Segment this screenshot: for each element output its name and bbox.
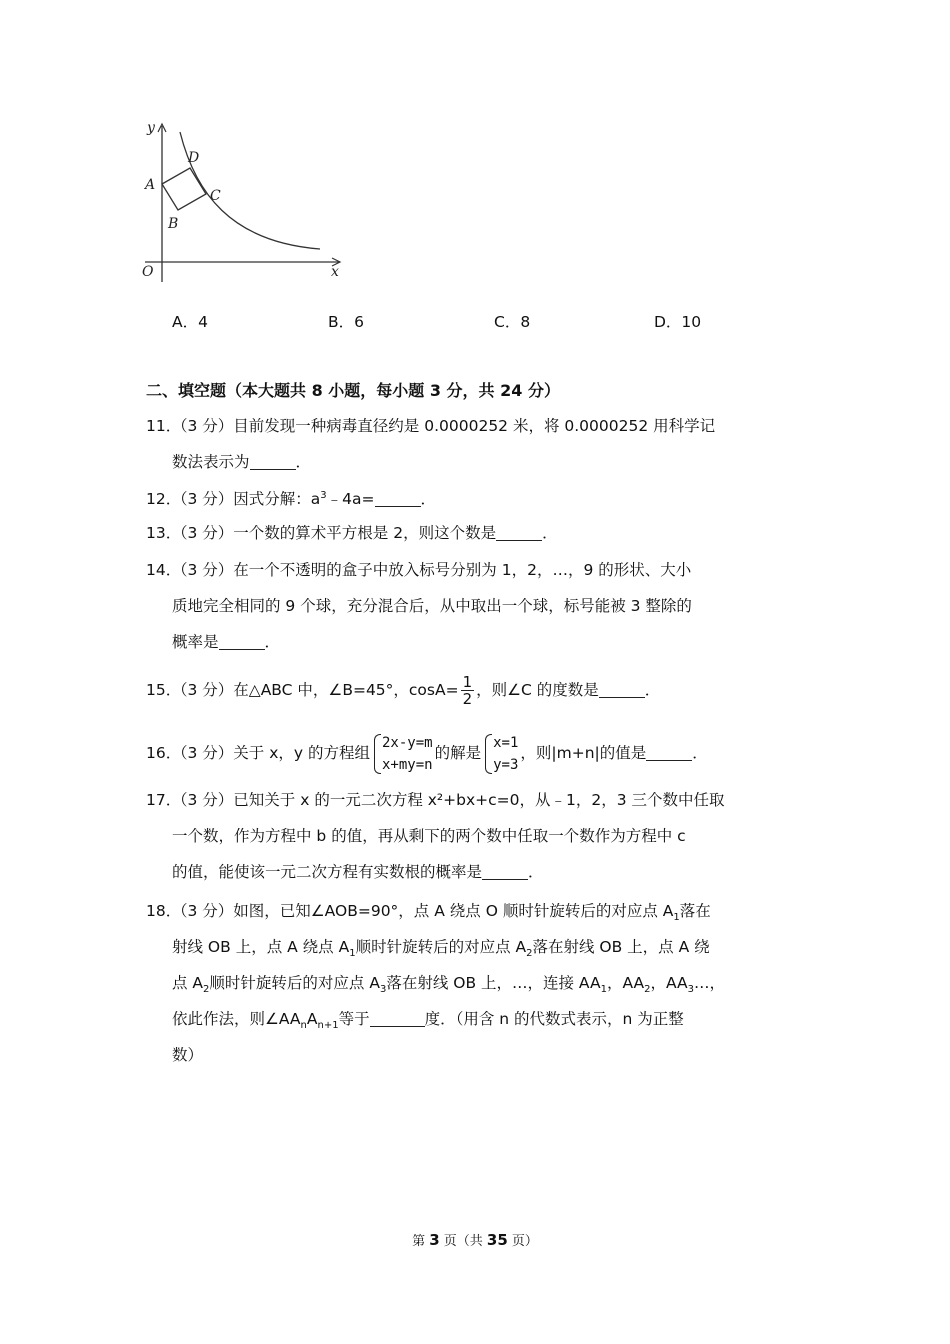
q18-line3-part: 顺时针旋转后的对应点 A — [209, 974, 380, 992]
q18-answer-blank[interactable] — [370, 1008, 425, 1027]
q15-fraction — [461, 674, 475, 707]
q16-solution-x: x=1 — [493, 734, 519, 751]
hyperbola-square-figure — [135, 112, 350, 290]
q16-equation-2: x+my=n — [382, 756, 433, 773]
q17-number: 17． — [146, 791, 182, 809]
question-11 — [146, 408, 810, 480]
q12-period: ． — [420, 490, 437, 508]
q11-answer-blank[interactable] — [250, 451, 296, 470]
q15-numerator: 1 — [462, 673, 473, 691]
q16-solution-system — [483, 732, 518, 776]
q18-sub: 3 — [687, 984, 694, 996]
q16-text-3: ，则|m+n|的值是 — [520, 744, 647, 762]
q11-number: 11． — [146, 417, 182, 435]
question-16 — [146, 726, 810, 780]
q18-line3-part: ，AA — [606, 974, 645, 992]
q17-line2: 一个数，作为方程中 b 的值，再从剩下的两个数中任取一个数作为方程中 c — [172, 827, 686, 845]
q11-line2: 数法表示为 — [172, 453, 250, 471]
label-b: B — [168, 216, 179, 232]
q13-answer-blank[interactable] — [496, 522, 542, 541]
q14-line2: 质地完全相同的 9 个球，充分混合后，从中取出一个球，标号能被 3 整除的 — [172, 597, 692, 615]
q18-sub: 2 — [526, 948, 533, 960]
q15-text: （3 分）在△ABC 中，∠B=45°，cosA= — [172, 681, 459, 699]
q15-text-2: ，则∠C 的度数是 — [476, 681, 599, 699]
q15-number: 15． — [146, 681, 182, 699]
footer-text-3: 页） — [507, 1234, 538, 1249]
q16-text-2: 的解是 — [434, 744, 482, 762]
q16-text: （3 分）关于 x，y 的方程组 — [172, 744, 370, 762]
label-o: O — [142, 264, 154, 280]
q18-line1: （3 分）如图，已知∠AOB=90°，点 A 绕点 O 顺时针旋转后的对应点 A — [172, 902, 674, 920]
q14-number: 14． — [146, 561, 182, 579]
q13-period: ． — [542, 524, 558, 542]
q18-line4-end: 度．（用含 n 的代数式表示，n 为正整 — [424, 1010, 684, 1028]
q14-period: ． — [264, 633, 281, 651]
q14-line1: （3 分）在一个不透明的盒子中放入标号分别为 1，2，…，9 的形状、大小 — [172, 561, 692, 579]
q18-sub: 1 — [673, 912, 680, 924]
q17-line1: （3 分）已知关于 x 的一元二次方程 x²+bx+c=0，从﹣1，2，3 三个数中任取 — [172, 791, 725, 809]
hyperbola-curve — [180, 132, 320, 249]
q18-sub: 1 — [600, 984, 607, 996]
q14-answer-blank[interactable] — [219, 631, 265, 650]
q18-line1-end: 落在 — [679, 902, 711, 920]
question-15 — [146, 665, 810, 715]
q18-number: 18． — [146, 902, 182, 920]
q11-line1: （3 分）目前发现一种病毒直径约是 0.0000252 米，将 0.0000252 用科学记 — [172, 417, 716, 435]
q18-line2-end: 落在射线 OB 上，点 A 绕 — [532, 938, 710, 956]
label-c: C — [210, 188, 221, 204]
question-18 — [146, 893, 810, 1073]
q12-exponent: 3 — [320, 489, 327, 501]
q13-text: （3 分）一个数的算术平方根是 2，则这个数是 — [172, 524, 497, 542]
page-footer — [0, 1230, 950, 1249]
label-a: A — [145, 177, 156, 193]
question-12 — [146, 481, 810, 517]
label-x: x — [331, 264, 339, 280]
choice-c: C．8 — [494, 313, 531, 331]
q15-period: ． — [644, 681, 661, 699]
q18-line2: 射线 OB 上，点 A 绕点 A — [172, 938, 350, 956]
label-d: D — [188, 150, 200, 166]
q18-line3-part: ，AA — [650, 974, 688, 992]
question-14 — [146, 552, 810, 660]
q18-line3-part: 落在射线 OB 上，…，连接 AA — [386, 974, 601, 992]
section-title: 二、填空题（本大题共 8 小题，每小题 3 分，共 24 分） — [146, 381, 560, 400]
q18-sub: n+1 — [317, 1020, 339, 1032]
q18-sub: 3 — [379, 984, 387, 996]
q18-sub: 2 — [644, 984, 651, 996]
q18-line4-part: 等于 — [338, 1010, 370, 1028]
q18-line3: 点 A — [172, 974, 204, 992]
choice-d: D．10 — [654, 313, 702, 331]
q18-sub: 1 — [349, 948, 356, 960]
q11-period: ． — [295, 453, 312, 471]
q13-number: 13． — [146, 524, 182, 542]
q16-number: 16． — [146, 744, 182, 762]
q16-answer-blank[interactable] — [646, 742, 692, 761]
choice-a: A．4 — [172, 313, 208, 331]
label-y: y — [147, 120, 155, 136]
q12-number: 12． — [146, 490, 182, 508]
q18-sub: n — [300, 1020, 307, 1032]
question-13 — [146, 515, 810, 551]
answer-choices — [0, 310, 950, 332]
q18-line4: 依此作法，则∠AA — [172, 1010, 301, 1028]
q14-line3: 概率是 — [172, 633, 219, 651]
q18-line4-part: A — [306, 1010, 318, 1028]
footer-text-2: 页（共 — [439, 1234, 487, 1249]
question-17 — [146, 782, 810, 890]
q12-answer-blank[interactable] — [375, 488, 421, 507]
q16-period: ． — [692, 744, 708, 762]
figure-svg — [135, 112, 350, 290]
q17-period: ． — [528, 863, 544, 881]
q16-equation-1: 2x-y=m — [382, 734, 433, 751]
footer-total-pages: 35 — [486, 1231, 508, 1249]
footer-page-number: 3 — [429, 1231, 440, 1249]
square-abcd — [162, 168, 206, 210]
q16-equation-system — [372, 732, 433, 776]
q17-line3: 的值，能使该一元二次方程有实数根的概率是 — [172, 863, 483, 881]
q12-text-2: ﹣4a= — [326, 490, 375, 508]
q18-line2-mid: 顺时针旋转后的对应点 A — [355, 938, 527, 956]
q18-sub: 2 — [203, 984, 210, 996]
q18-line3-end: …， — [693, 974, 725, 992]
q12-text: （3 分）因式分解：a — [172, 490, 321, 508]
q17-answer-blank[interactable] — [482, 861, 528, 880]
choice-b: B．6 — [328, 313, 364, 331]
q16-solution-y: y=3 — [493, 756, 519, 773]
q15-denominator: 2 — [462, 690, 473, 708]
footer-text: 第 — [412, 1234, 430, 1249]
q18-line5: 数） — [172, 1046, 204, 1064]
q15-answer-blank[interactable] — [599, 679, 645, 698]
